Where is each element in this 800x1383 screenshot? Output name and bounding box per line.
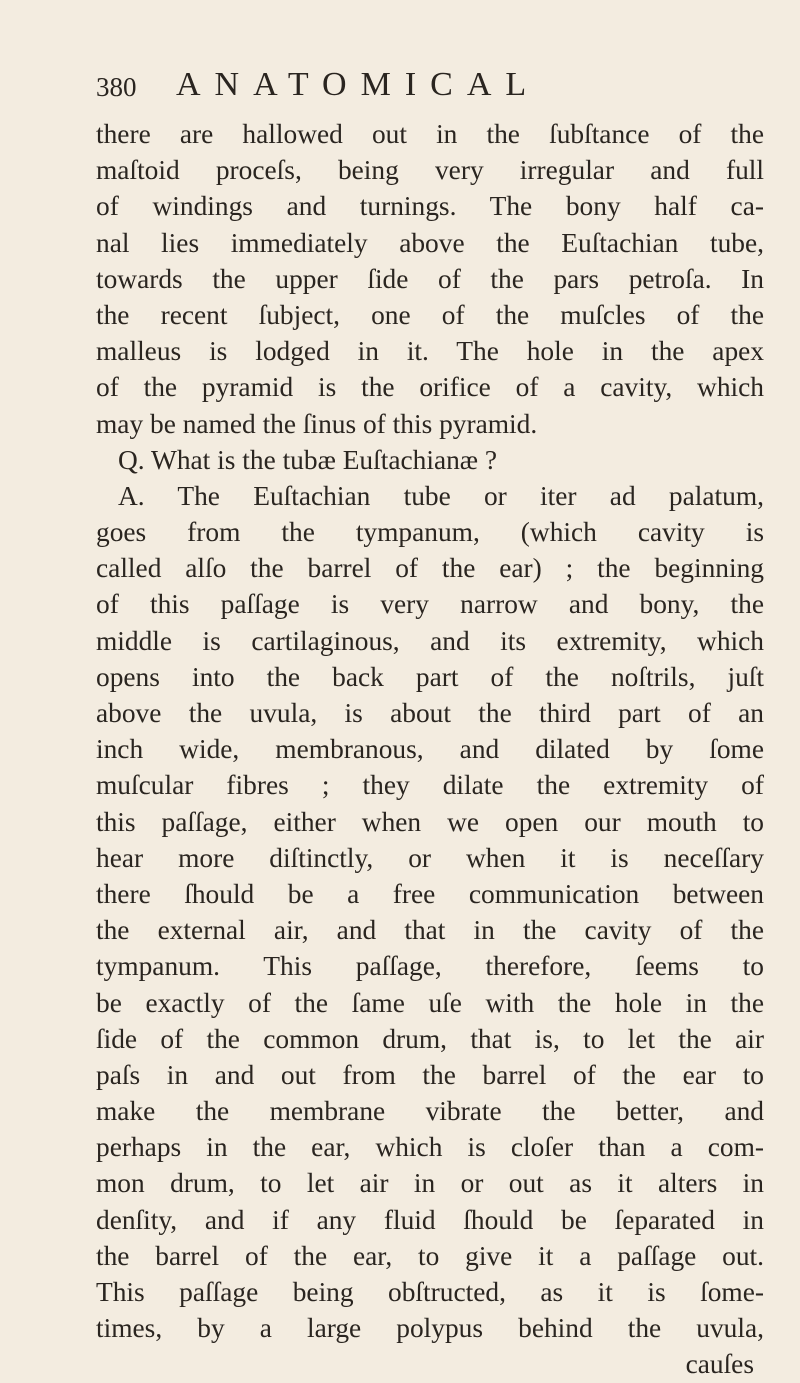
body-text — [96, 116, 764, 1383]
text-line: goes from the tympanum, (which cavity is — [96, 517, 764, 548]
text-line: of the pyramid is the orifice of a cavity, which — [96, 372, 764, 403]
text-line: may be named the ſinus of this pyramid. — [96, 408, 538, 439]
text-line: perhaps in the ear, which is cloſer than a com- — [96, 1132, 764, 1163]
running-head: ANATOMICAL — [176, 66, 541, 103]
text-line: the external air, and that in the cavity of the — [96, 915, 764, 946]
answer-line: A. The Euſtachian tube or iter ad palatum, — [118, 480, 764, 511]
text-line: the barrel of the ear, to give it a paſſage out. — [96, 1240, 764, 1271]
text-line: the recent ſubject, one of the muſcles of the — [96, 299, 764, 330]
text-line: times, by a large polypus behind the uvula, — [96, 1313, 764, 1344]
text-line: opens into the back part of the noſtrils, juſt — [96, 661, 764, 692]
text-line: above the uvula, is about the third part of an — [96, 698, 764, 728]
text-line: ſide of the common drum, that is, to let the air — [96, 1023, 764, 1054]
text-line: of windings and turnings. The bony half ca- — [96, 191, 764, 222]
catchword: cauſes — [685, 1349, 754, 1380]
text-line: malleus is lodged in it. The hole in the apex — [96, 336, 764, 367]
text-line: be exactly of the ſame uſe with the hole in the — [96, 987, 764, 1018]
text-line: there are hallowed out in the ſubſtance of the — [96, 119, 764, 149]
page-number: 380 — [96, 72, 137, 102]
text-line: inch wide, membranous, and dilated by ſome — [96, 734, 764, 765]
text-line: middle is cartilaginous, and its extremity, which — [96, 625, 764, 656]
text-line: towards the upper ſide of the pars petroſa. In — [96, 263, 764, 294]
text-line: maſtoid proceſs, being very irregular and full — [96, 155, 764, 186]
text-line: this paſſage, either when we open our mouth to — [96, 806, 764, 837]
text-line: hear more diſtinctly, or when it is neceſſary — [96, 842, 764, 873]
question-line: Q. What is the tubæ Euſtachianæ ? — [118, 444, 498, 475]
text-line: denſity, and if any fluid ſhould be ſeparated in — [96, 1204, 764, 1235]
text-line: mon drum, to let air in or out as it alters in — [96, 1168, 764, 1199]
text-line: make the membrane vibrate the better, and — [96, 1096, 764, 1127]
text-line: of this paſſage is very narrow and bony, the — [96, 589, 764, 620]
text-line: This paſſage being obſtructed, as it is ſome- — [96, 1277, 764, 1307]
text-line: muſcular fibres ; they dilate the extremity of — [96, 770, 764, 801]
text-line: paſs in and out from the barrel of the ear to — [96, 1059, 764, 1090]
page-header — [96, 66, 736, 116]
text-line: tympanum. This paſſage, therefore, ſeems to — [96, 951, 764, 982]
text-line: there ſhould be a free communication between — [96, 878, 764, 909]
text-line: nal lies immediately above the Euſtachian tube, — [96, 227, 764, 258]
text-line: called alſo the barrel of the ear) ; the beginning — [96, 553, 764, 584]
